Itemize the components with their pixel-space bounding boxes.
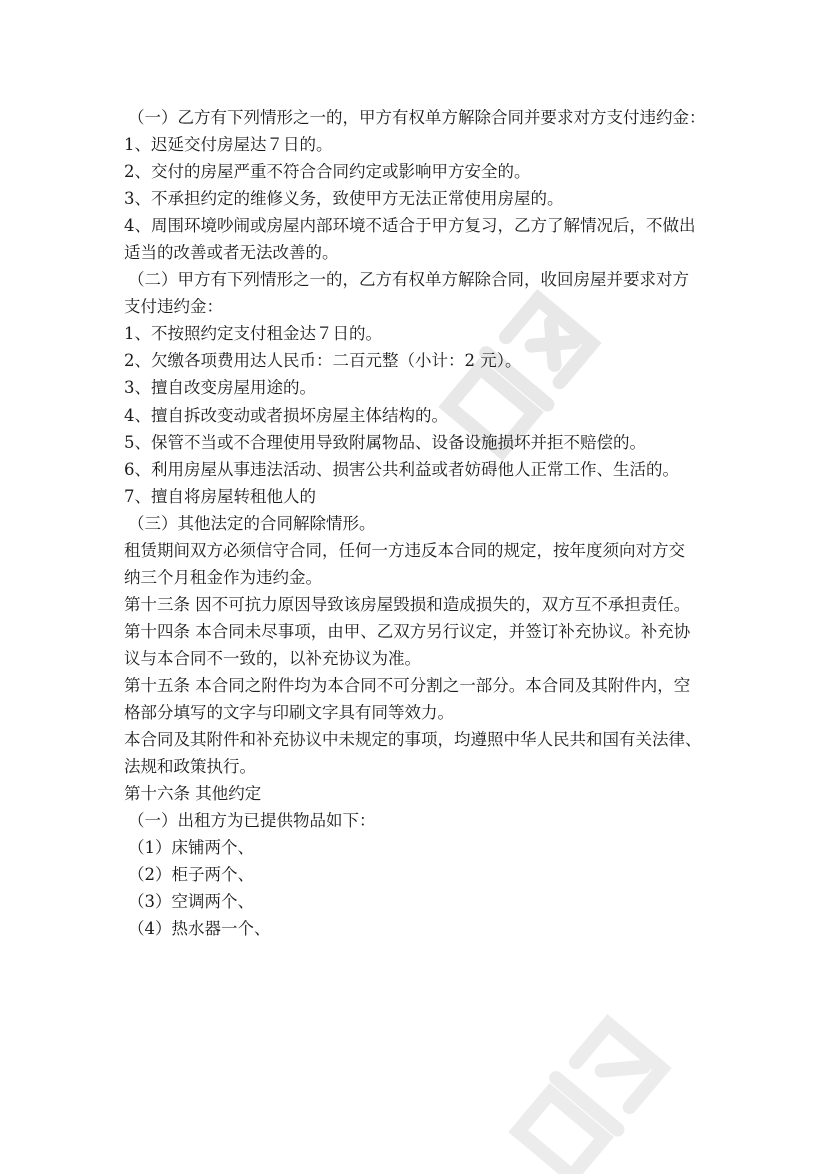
document-body [124,104,724,942]
watermark-mark-lower [514,1021,665,1174]
text-line: 7、擅自将房屋转租他人的 [124,486,316,506]
text-line: 本合同及其附件和补充协议中未规定的事项，均遵照中华人民共和国有关法律、 [124,730,702,750]
text-line: 1、迟延交付房屋达７日的。 [124,135,333,155]
text-line: 纳三个月租金作为违约金。 [124,567,322,587]
text-line: 3、不承担约定的维修义务，致使甲方无法正常使用房屋的。 [124,189,564,209]
text-line: 第十六条 其他约定 [124,784,262,804]
text-line: （3）空调两个、 [128,892,254,912]
text-line: （三）其他法定的合同解除情形。 [128,513,376,533]
text-line: 4、擅自拆改变动或者损坏房屋主体结构的。 [124,405,448,425]
text-line: 1、不按照约定支付租金达７日的。 [124,324,382,344]
text-line: （二）甲方有下列情形之一的，乙方有权单方解除合同，收回房屋并要求对方 [128,270,689,290]
text-line: 议与本合同不一致的，以补充协议为准。 [124,648,421,668]
text-line: 第十四条 本合同未尽事项，由甲、乙双方另行议定，并签订补充协议。补充协 [124,621,691,641]
text-line: 租赁期间双方必须信守合同，任何一方违反本合同的规定，按年度须向对方交 [124,540,685,560]
text-line: 第十三条 因不可抗力原因导致该房屋毁损和造成损失的，双方互不承担责任。 [124,594,691,614]
text-line: 第十五条 本合同之附件均为本合同不可分割之一部分。本合同及其附件内，空 [124,675,691,695]
text-line: 适当的改善或者无法改善的。 [124,243,339,263]
text-line: （一）乙方有下列情形之一的，甲方有权单方解除合同并要求对方支付违约金： [128,108,706,127]
text-line: 支付违约金： [124,297,223,317]
text-line: 法规和政策执行。 [124,757,256,777]
text-line: 3、擅自改变房屋用途的。 [124,378,316,398]
text-line: 2、交付的房屋严重不符合合同约定或影响甲方安全的。 [124,162,531,182]
text-line: 格部分填写的文字与印刷文字具有同等效力。 [124,703,454,723]
text-line: （2）柜子两个、 [128,865,254,885]
text-line: 4、周围环境吵闹或房屋内部环境不适合于甲方复习，乙方了解情况后，不做出 [124,216,696,236]
text-line: 6、利用房屋从事违法活动、损害公共利益或者妨碍他人正常工作、生活的。 [124,459,679,479]
text-line: 2、欠缴各项费用达人民币：二百元整（小计：2 元）。 [124,351,522,371]
text-line: 5、保管不当或不合理使用导致附属物品、设备设施损坏并拒不赔偿的。 [124,432,646,452]
text-line: （一）出租方为已提供物品如下： [128,811,376,831]
text-line: （1）床铺两个、 [128,838,254,858]
text-line: （4）热水器一个、 [128,919,271,939]
